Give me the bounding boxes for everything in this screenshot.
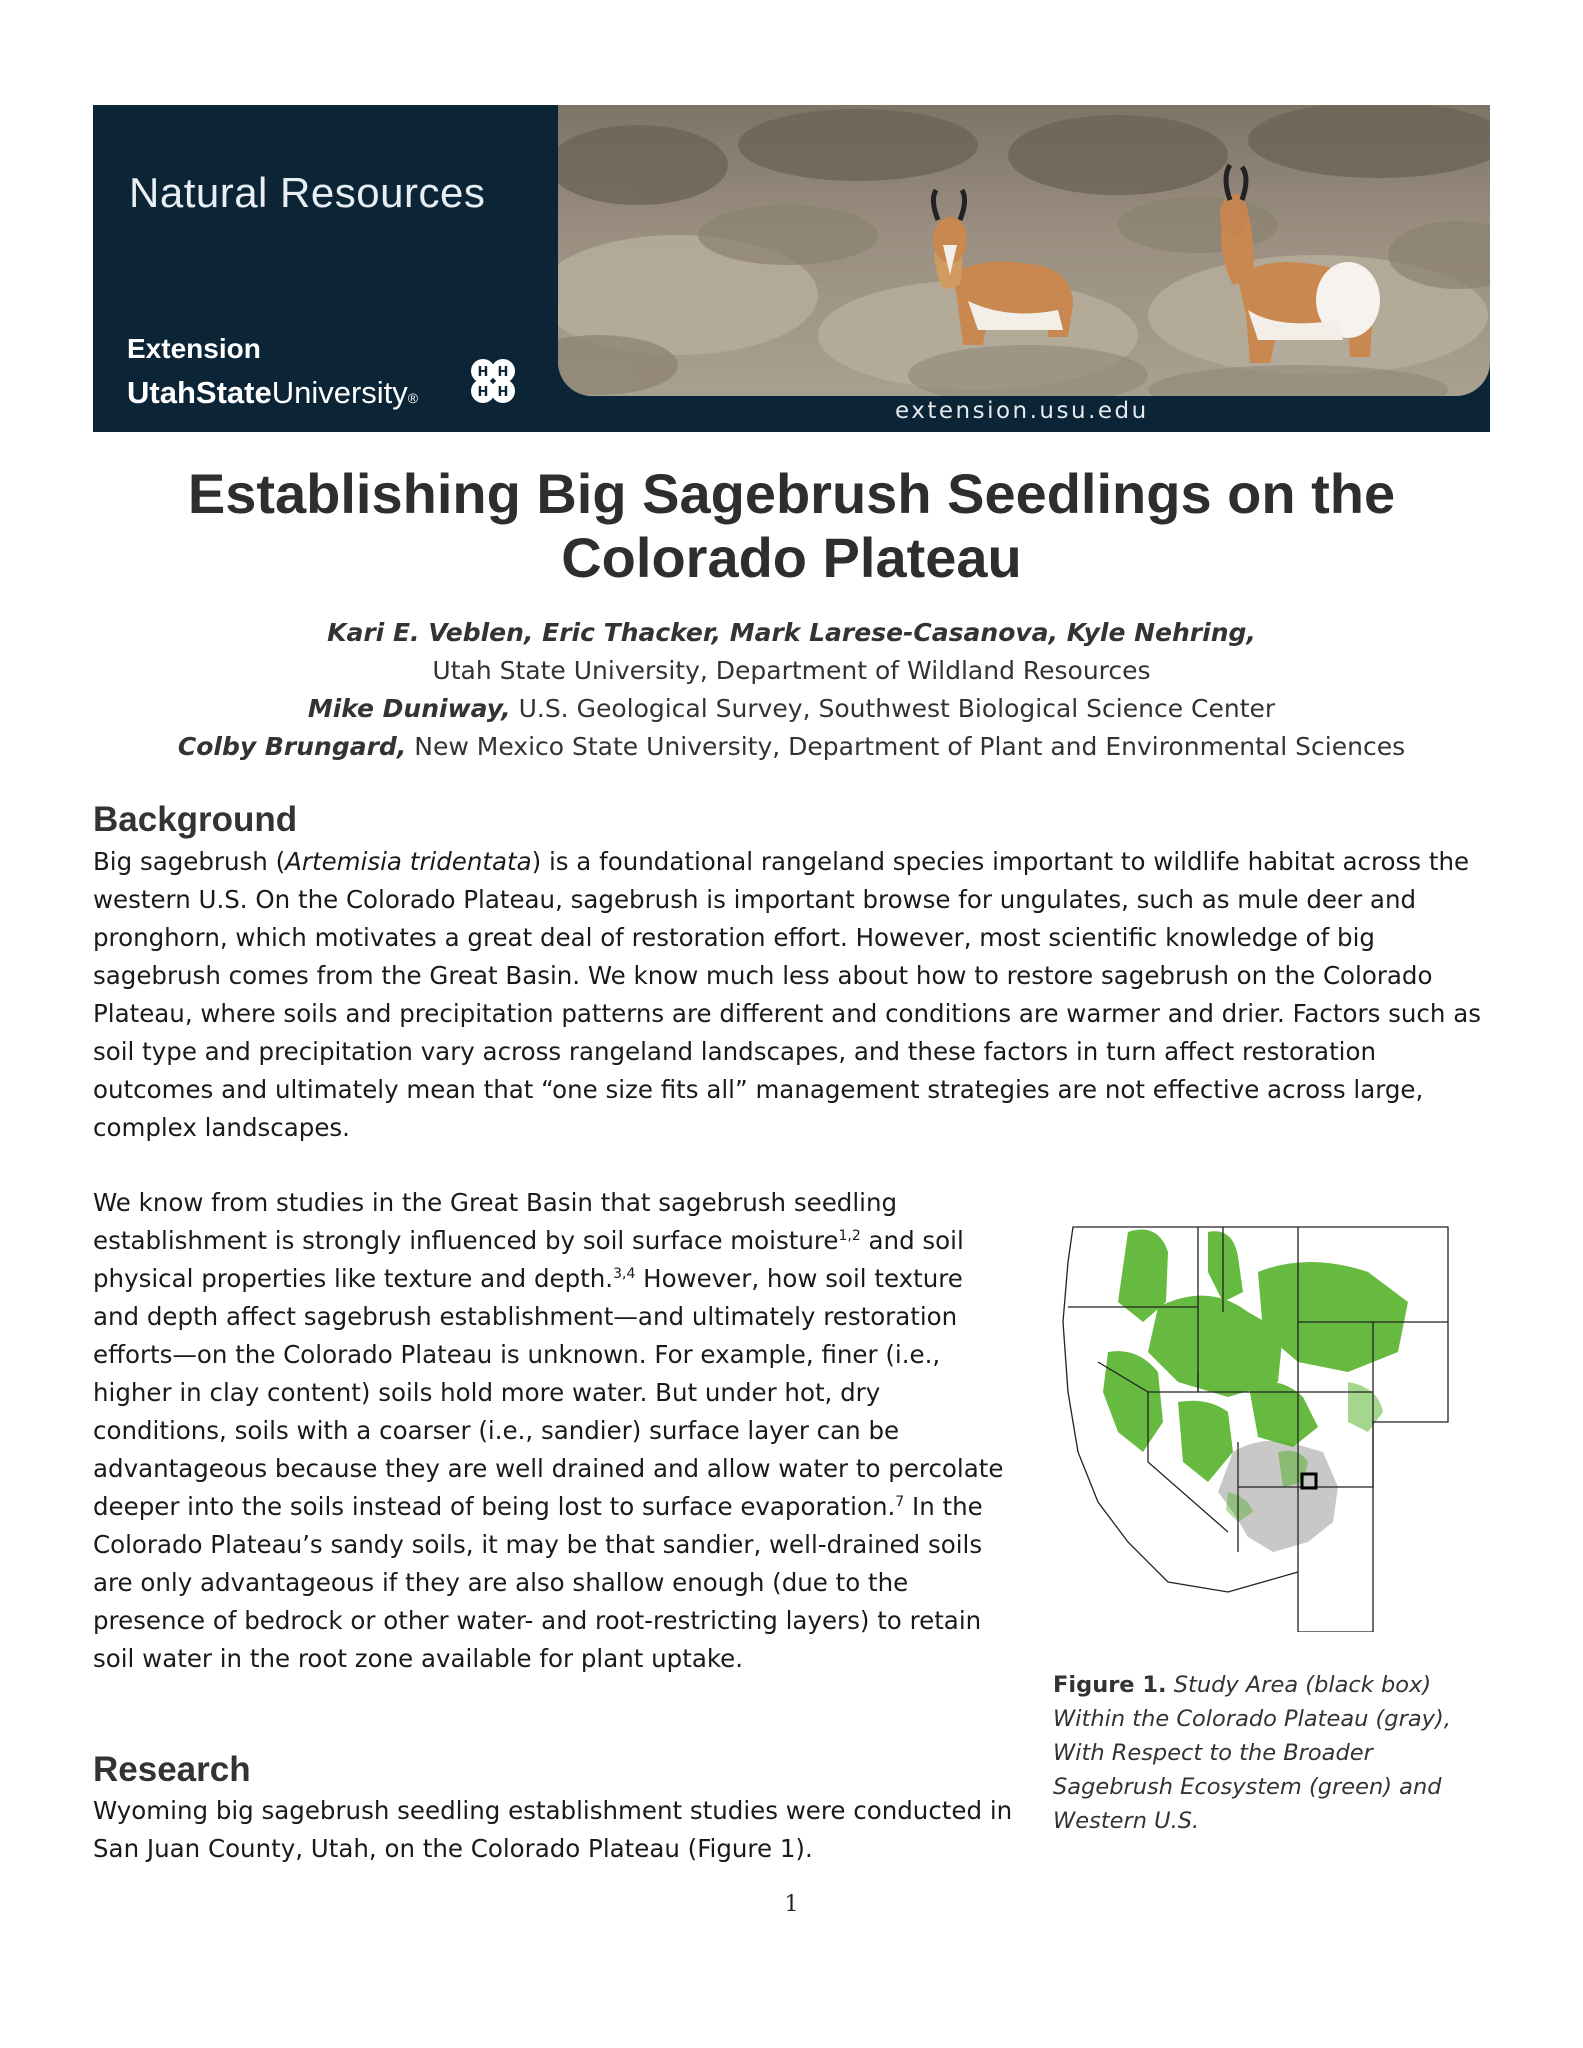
svg-text:H: H [477, 385, 489, 400]
affiliation-usgs: U.S. Geological Survey, Southwest Biological Science Center [510, 694, 1276, 723]
header-banner [93, 105, 1490, 432]
author-names: Kari E. Veblen, Eric Thacker, Mark Larese-Casanova, Kyle Nehring, [327, 618, 1256, 647]
species-name: Artemisia tridentata [285, 847, 532, 876]
website-url: extension.usu.edu [895, 398, 1149, 424]
figure-label: Figure 1. [1053, 1672, 1167, 1698]
page-number: 1 [784, 1892, 799, 1917]
authors-line-3 [93, 690, 1490, 728]
pronghorn-photo [558, 105, 1490, 396]
citation-3-4: 3,4 [613, 1265, 636, 1282]
section-title: Natural Resources [129, 169, 486, 216]
background-heading: Background [93, 800, 298, 839]
background-paragraph-1: Big sagebrush (Artemisia tridentata) is a foundational rangeland species important to wildlife habitat across the western U.S. On the Colorado Plateau, sagebrush is important browse for ungulates, such as mule deer and pronghorn, which motivates a great deal of restoration effort. However, most scientific knowledge of big sagebrush comes from the Great Basin. We know much less about how to restore sagebrush on the Colorado Plateau, where soils and precipitation patterns are different and conditions are warmer and drier. Factors such as soil type and precipitation vary across rangeland landscapes, and these factors in turn affect restoration outcomes and ultimately mean that “one size fits all” management strategies are not effective across large, complex landscapes. [93, 847, 1481, 1142]
authors-line-4 [93, 728, 1490, 766]
author-duniway: Mike Duniway, [307, 694, 511, 723]
svg-text:H: H [497, 385, 509, 400]
citation-7: 7 [895, 1493, 905, 1510]
university-rest: University [271, 375, 408, 410]
svg-text:H: H [497, 365, 509, 380]
study-area-map [1048, 1212, 1468, 1632]
4h-clover-icon [465, 353, 521, 409]
research-paragraph-1: Wyoming big sagebrush seedling establishment studies were conducted in San Juan County, Utah, on the Colorado Plateau (Figure 1). [93, 1796, 1013, 1863]
extension-label: Extension [127, 333, 261, 364]
page-title: Establishing Big Sagebrush Seedlings on the Colorado Plateau [187, 462, 1396, 589]
figure-caption [1053, 1668, 1493, 1838]
authors-line-1 [93, 614, 1490, 652]
citation-1-2: 1,2 [838, 1227, 861, 1244]
background-paragraph-2: We know from studies in the Great Basin that sagebrush seedling establishment is strongly influenced by soil surface moisture$^{1,2}$ and soil physical properties like texture and depth.$^{3,4}$ However, how soil texture and depth affect sagebrush establishment—and ultimately restoration efforts—on the Colorado Plateau is unknown. For example, finer (i.e., higher in clay content) soils hold more water. But under hot, dry conditions, soils with a coarser (i.e., sandier) surface layer can be advantageous because they are well drained and allow water to percolate deeper into the soils instead of being lost to surface evaporation.$^7$ In the Colorado Plateau’s sandy soils, it may be that sandier, well-drained soils are only advantageous if they are also shallow enough (due to the presence of bedrock or other water- and root-restricting layers) to retain soil water in the root zone available for plant uptake. [93, 1188, 1004, 1673]
figure-caption-text: Study Area (black box) Within the Colorado Plateau (gray), With Respect to the Broader Sagebrush Ecosystem (green) and Western U.S. [1053, 1672, 1451, 1834]
university-bold: UtahState [127, 375, 272, 410]
authors-affiliation-1: Utah State University, Department of Wildland Resources [432, 656, 1151, 685]
research-heading: Research [93, 1750, 251, 1789]
author-brungard: Colby Brungard, [177, 732, 407, 761]
affiliation-nmsu: New Mexico State University, Department of Plant and Environmental Sciences [406, 732, 1406, 761]
svg-text:H: H [477, 365, 489, 380]
university-logo-text: UtahStateUniversity® [127, 375, 419, 410]
